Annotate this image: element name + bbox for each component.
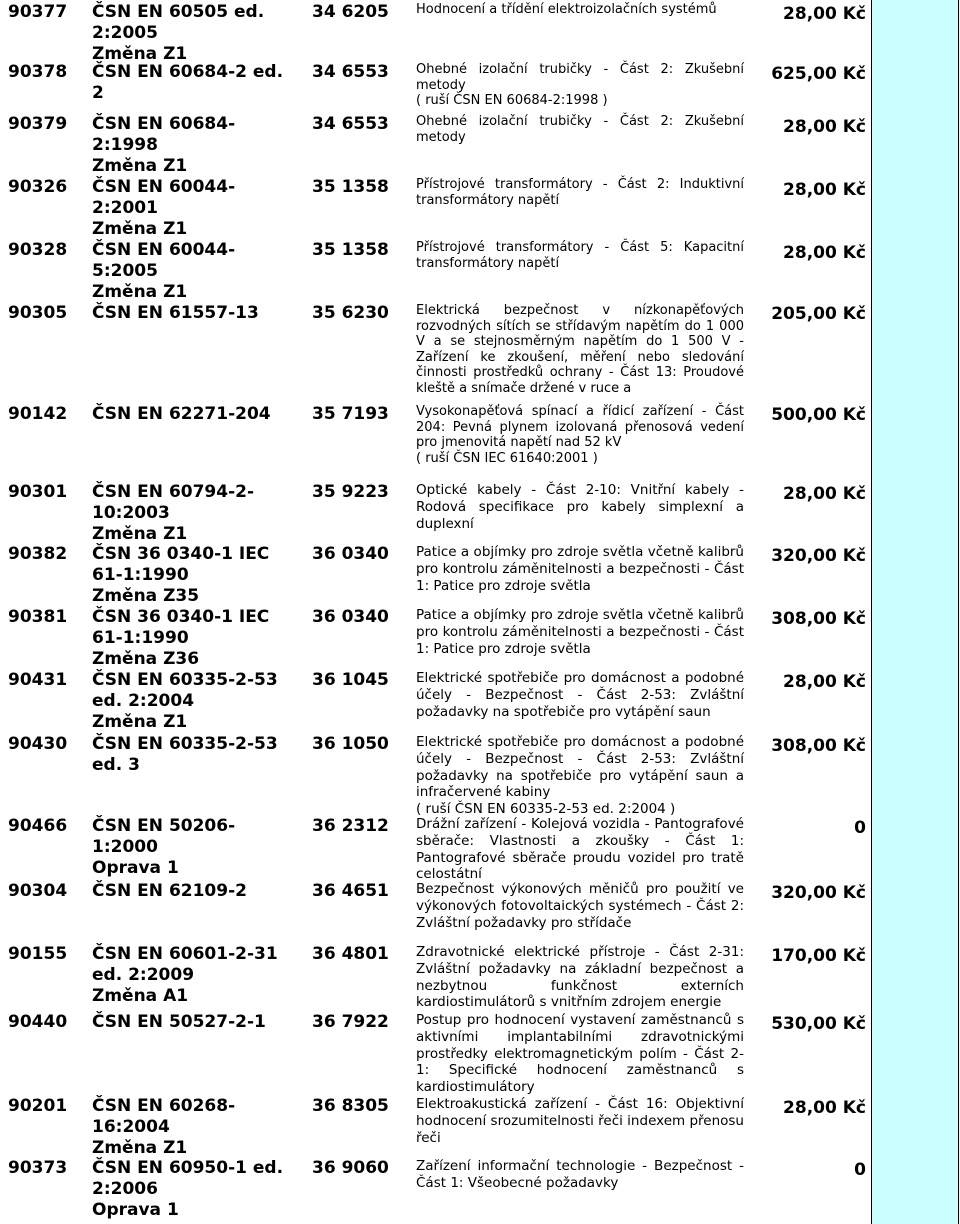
table-row — [0, 404, 871, 474]
price: 28,00 Kč — [783, 243, 866, 263]
price: 28,00 Kč — [783, 672, 866, 692]
catalog-number: 90430 — [8, 734, 68, 754]
catalog-number: 90378 — [8, 62, 68, 82]
price: 0 — [854, 818, 866, 838]
price: 308,00 Kč — [771, 609, 866, 629]
class-code: 36 8305 — [312, 1096, 389, 1116]
standard-designation: ČSN EN 60950-1 ed. 2:2006 Oprava 1 — [92, 1158, 284, 1220]
table-row — [0, 670, 871, 732]
standard-title: Zařízení informační technologie - Bezpečnost - Část 1: Všeobecné požadavky — [416, 1158, 744, 1191]
standard-title: Ohebné izolační trubičky - Část 2: Zkušební metody — [416, 114, 744, 145]
class-code: 34 6553 — [312, 62, 389, 82]
table-row — [0, 240, 871, 302]
standard-designation: ČSN EN 50206- 1:2000 Oprava 1 — [92, 816, 236, 878]
catalog-number: 90466 — [8, 816, 68, 836]
table-row — [0, 303, 871, 401]
standard-designation: ČSN EN 60044- 5:2005 Změna Z1 — [92, 240, 236, 302]
standard-title: Elektroakustická zařízení - Část 16: Objektivní hodnocení srozumitelnosti řeči indexem přenosu řeči — [416, 1096, 744, 1146]
standard-title: Elektrické spotřebiče pro domácnost a podobné účely - Bezpečnost - Část 2-53: Zvláštní požadavky na spotřebiče pro vytápění saun — [416, 670, 744, 720]
class-code: 36 0340 — [312, 607, 389, 627]
standard-designation: ČSN EN 60601-2-31 ed. 2:2009 Změna A1 — [92, 944, 278, 1006]
table-row — [0, 482, 871, 544]
standard-title: Patice a objímky pro zdroje světla včetně kalibrů pro kontrolu záměnitelnosti a bezpečnosti - Část 1: Patice pro zdroje světla — [416, 607, 744, 657]
standard-designation: ČSN EN 60335-2-53 ed. 2:2004 Změna Z1 — [92, 670, 278, 732]
catalog-number: 90373 — [8, 1158, 68, 1178]
catalog-number: 90379 — [8, 114, 68, 134]
catalog-number: 90305 — [8, 303, 68, 323]
standard-title: Drážní zařízení - Kolejová vozidla - Pantografové sběrače: Vlastnosti a zkoušky - Část 1: Pantografové sběrače proudu vozidel pro tratě celostátní — [416, 816, 744, 883]
price: 320,00 Kč — [771, 546, 866, 566]
standard-designation: ČSN EN 60794-2- 10:2003 Změna Z1 — [92, 482, 255, 544]
catalog-number: 90381 — [8, 607, 68, 627]
standard-title: Zdravotnické elektrické přístroje - Část 2-31: Zvláštní požadavky na základní bezpečnost a nezbytnou funkčnost externích kardiostimulátorů s vnitřním zdrojem energie — [416, 944, 744, 1011]
catalog-number: 90142 — [8, 404, 68, 424]
catalog-number: 90377 — [8, 2, 68, 22]
catalog-number: 90201 — [8, 1096, 68, 1116]
standard-title: Přístrojové transformátory - Část 2: Induktivní transformátory napětí — [416, 177, 744, 208]
class-code: 35 1358 — [312, 177, 389, 197]
price: 170,00 Kč — [771, 946, 866, 966]
standard-title: Ohebné izolační trubičky - Část 2: Zkušební metody ( ruší ČSN EN 60684-2:1998 ) — [416, 62, 744, 109]
standard-designation: ČSN 36 0340-1 IEC 61-1:1990 Změna Z36 — [92, 607, 270, 669]
class-code: 35 1358 — [312, 240, 389, 260]
standard-title: Postup pro hodnocení vystavení zaměstnanců s aktivními implantabilními zdravotnickými prostředky elektromagnetickým polím - Část 2-1: Specifické hodnocení zaměstnanců s kardiostimulátory — [416, 1012, 744, 1096]
standard-designation: ČSN EN 60505 ed. 2:2005 Změna Z1 — [92, 2, 265, 64]
catalog-number: 90304 — [8, 881, 68, 901]
standard-designation: ČSN EN 60268- 16:2004 Změna Z1 — [92, 1096, 236, 1158]
class-code: 36 1050 — [312, 734, 389, 754]
table-row — [0, 177, 871, 239]
price: 28,00 Kč — [783, 4, 866, 24]
price: 320,00 Kč — [771, 883, 866, 903]
price: 28,00 Kč — [783, 1098, 866, 1118]
right-border — [958, 0, 959, 1224]
class-code: 34 6553 — [312, 114, 389, 134]
standard-designation: ČSN EN 60684- 2:1998 Změna Z1 — [92, 114, 236, 176]
price: 28,00 Kč — [783, 180, 866, 200]
class-code: 36 9060 — [312, 1158, 389, 1178]
catalog-number: 90328 — [8, 240, 68, 260]
table-row — [0, 734, 871, 818]
catalog-number: 90382 — [8, 544, 68, 564]
class-code: 36 2312 — [312, 816, 389, 836]
standard-title: Přístrojové transformátory - Část 5: Kapacitní transformátory napětí — [416, 240, 744, 271]
class-code: 34 6205 — [312, 2, 389, 22]
class-code: 36 7922 — [312, 1012, 389, 1032]
catalog-number: 90326 — [8, 177, 68, 197]
standard-designation: ČSN EN 61557-13 — [92, 303, 259, 323]
class-code: 35 7193 — [312, 404, 389, 424]
standard-designation: ČSN EN 62109-2 — [92, 881, 247, 901]
standard-title: Vysokonapěťová spínací a řídicí zařízení - Část 204: Pevná plynem izolovaná přenosová vedení pro jmenovitá napětí nad 52 kV ( ruší ČSN IEC 61640:2001 ) — [416, 404, 744, 466]
class-code: 36 4651 — [312, 881, 389, 901]
table-row — [0, 1158, 871, 1222]
price: 500,00 Kč — [771, 405, 866, 425]
standard-designation: ČSN EN 60684-2 ed. 2 — [92, 62, 284, 103]
blank-order-column — [871, 0, 960, 1224]
table-row — [0, 114, 871, 176]
table-row — [0, 544, 871, 606]
class-code: 36 0340 — [312, 544, 389, 564]
price: 28,00 Kč — [783, 484, 866, 504]
table-row — [0, 62, 871, 110]
price: 205,00 Kč — [771, 304, 866, 324]
standard-title: Optické kabely - Část 2-10: Vnitřní kabely - Rodová specifikace pro kabely simplexní a duplexní — [416, 482, 744, 532]
price: 28,00 Kč — [783, 117, 866, 137]
standard-title: Hodnocení a třídění elektroizolačních systémů — [416, 2, 717, 17]
table-row — [0, 944, 871, 1012]
class-code: 35 6230 — [312, 303, 389, 323]
class-code: 35 9223 — [312, 482, 389, 502]
table-row — [0, 816, 871, 882]
standard-designation: ČSN 36 0340-1 IEC 61-1:1990 Změna Z35 — [92, 544, 270, 606]
standard-designation: ČSN EN 50527-2-1 — [92, 1012, 266, 1032]
table-row — [0, 881, 871, 939]
table-row — [0, 1096, 871, 1158]
standard-designation: ČSN EN 60335-2-53 ed. 3 — [92, 734, 278, 775]
standard-designation: ČSN EN 62271-204 — [92, 404, 271, 424]
table-row — [0, 2, 871, 64]
catalog-number: 90155 — [8, 944, 68, 964]
price: 308,00 Kč — [771, 736, 866, 756]
class-code: 36 4801 — [312, 944, 389, 964]
standard-title: Elektrické spotřebiče pro domácnost a podobné účely - Bezpečnost - Část 2-53: Zvláštní požadavky na spotřebiče pro vytápění saun a infračervené kabiny ( ruší ČSN EN 60335-2-53 ed. 2:2004 ) — [416, 734, 744, 818]
standard-title: Bezpečnost výkonových měničů pro použití ve výkonových fotovoltaických systémech - Část 2: Zvláštní požadavky pro střídače — [416, 881, 744, 931]
table-row — [0, 1012, 871, 1094]
catalog-number: 90440 — [8, 1012, 68, 1032]
standard-title: Patice a objímky pro zdroje světla včetně kalibrů pro kontrolu záměnitelnosti a bezpečnosti - Část 1: Patice pro zdroje světla — [416, 544, 744, 594]
table-row — [0, 607, 871, 669]
standard-title: Elektrická bezpečnost v nízkonapěťových rozvodných sítích se střídavým napětím do 1 000 V a se stejnosměrným napětím do 1 500 V - Zařízení ke zkoušení, měření nebo sledování činnosti prostředků ochrany - Část 13: Proudové kleště a snímače držené v ruce a — [416, 303, 744, 396]
standard-designation: ČSN EN 60044- 2:2001 Změna Z1 — [92, 177, 236, 239]
catalog-number: 90301 — [8, 482, 68, 502]
class-code: 36 1045 — [312, 670, 389, 690]
price: 625,00 Kč — [771, 64, 866, 84]
catalog-number: 90431 — [8, 670, 68, 690]
price: 0 — [854, 1160, 866, 1180]
price: 530,00 Kč — [771, 1014, 866, 1034]
